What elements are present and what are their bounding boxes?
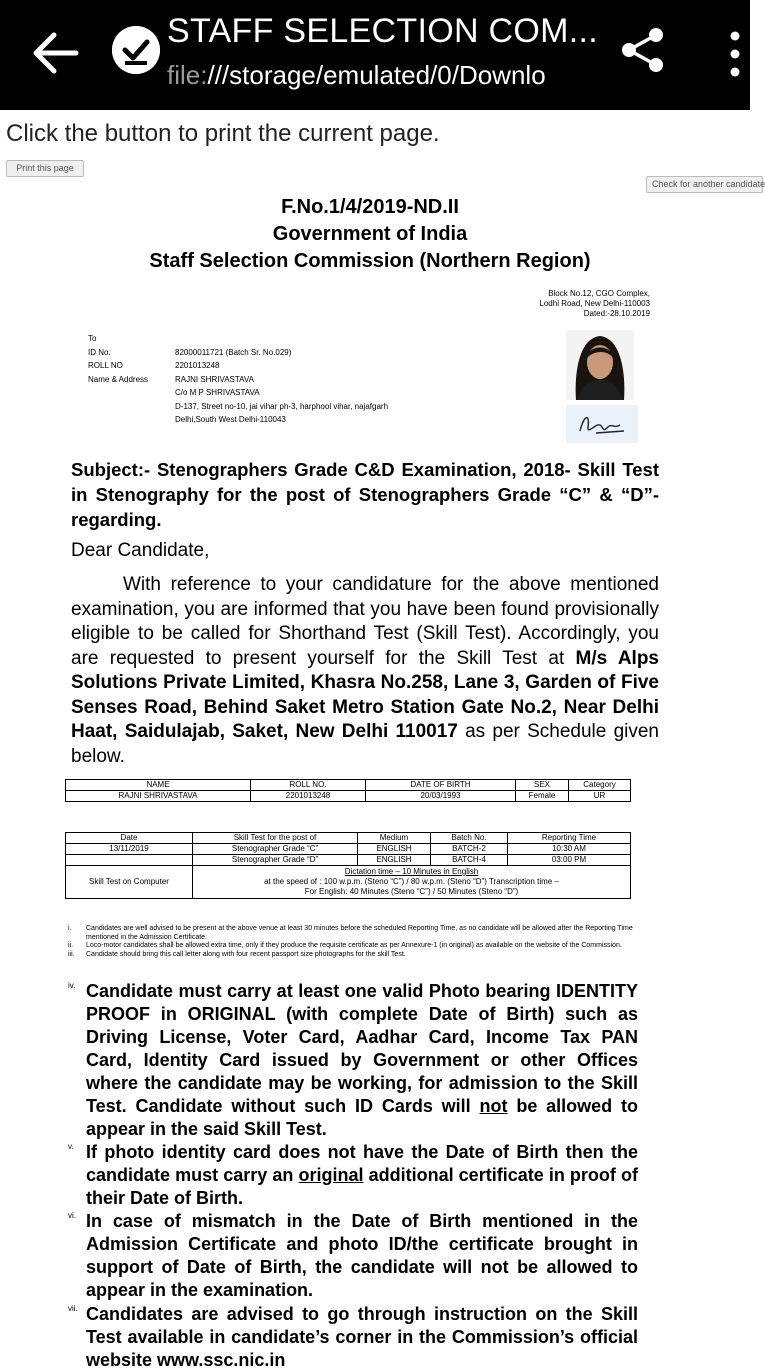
table-row	[66, 844, 631, 855]
dictation-speed: at the speed of : 100 w.p.m. (Steno “C”) / 80 w.p.m. (Steno “D”) Transcription time –	[264, 877, 559, 886]
check-circle-icon	[112, 26, 160, 74]
back-arrow-icon[interactable]	[30, 30, 80, 76]
page-title: STAFF SELECTION COM...	[167, 12, 599, 50]
body-text: as per Schedule given below.	[71, 721, 659, 767]
file-number: F.No.1/4/2019-ND.II	[281, 196, 459, 218]
more-vert-icon[interactable]	[728, 30, 742, 78]
table-header-cell: SEX	[516, 780, 569, 791]
candidate-address-block	[88, 332, 388, 427]
letter-body	[71, 573, 659, 769]
body-text: With reference to your candidature for the above mentioned examination, you are informed that you have been found provisionally eligible to be called for Shorthand Test (Skill Test). Accordingly, you are requested to present yourself for the Skill Test at	[71, 574, 659, 669]
table-cell: Stenographer Grade “C”	[193, 844, 358, 855]
table-cell: Stenographer Grade “D”	[193, 855, 358, 866]
table-cell: 2201013248	[251, 791, 366, 802]
table-header-cell: Category	[569, 780, 631, 791]
list-number: vii.	[68, 1304, 78, 1313]
venue-text: M/s Alps Solutions Private Limited, Khasra No.258, Lane 3, Garden of Five Senses Road, Behind Saket Metro Station Gate No.2, Near Delhi Haat, Saidulajab, Saket, New Delhi 110017	[71, 647, 659, 742]
table-cell: BATCH-4	[431, 855, 508, 866]
table-header-cell: Skill Test for the post of	[193, 833, 358, 844]
transcription-time: For English: 40 Minutes (Steno “C”) / 50 Minutes (Steno “D”)	[304, 887, 519, 896]
commission-heading: Staff Selection Commission (Northern Region)	[149, 250, 591, 272]
government-heading: Government of India	[272, 223, 468, 245]
table-header-cell: Medium	[358, 833, 431, 844]
check-another-candidate-button[interactable]: Check for another candidate	[646, 176, 763, 193]
list-item: ii. Loco-motor candidates shall be allowed extra time, only if they produce the requisite certificate as per Annexure-1 (in original) as available on the website of the Commission.	[68, 942, 622, 950]
table-row	[66, 791, 631, 802]
id-value: 82000011721 (Batch Sr. No.029)	[175, 347, 292, 357]
print-page-button[interactable]: Print this page	[6, 160, 84, 177]
table-header-row	[66, 833, 631, 844]
table-header-cell: Batch No.	[431, 833, 508, 844]
table-header-row	[66, 780, 631, 791]
candidate-details-table	[65, 779, 631, 802]
table-header-cell: DATE OF BIRTH	[366, 780, 516, 791]
table-cell: ENGLISH	[358, 855, 431, 866]
share-icon[interactable]	[620, 26, 666, 74]
url-scheme: file:	[167, 60, 208, 90]
list-number: iv.	[68, 981, 76, 990]
address-line: C/o M P SHRIVASTAVA	[175, 388, 260, 397]
table-cell: RAJNI SHRIVASTAVA	[66, 791, 251, 802]
list-item: vii. Candidates are advised to go through instruction on the Skill Test available in candidate’s corner in the Commission’s official website www.ssc.nic.in	[68, 1304, 638, 1370]
office-address-line: Block No.12, CGO Complex,	[548, 289, 650, 298]
name-value: RAJNI SHRIVASTAVA	[175, 374, 254, 384]
list-item: i. Candidates are well advised to be present at the above venue at least 30 minutes before the scheduled Reporting Time, as no candidate will be allowed after the Reporting Time mentioned in the Admission Certificate.	[68, 925, 633, 941]
roll-value: 2201013248	[175, 361, 220, 370]
url-path: ///storage/emulated/0/Downlo	[207, 60, 546, 90]
table-cell: 03:00 PM	[508, 855, 631, 866]
table-header-cell: Reporting Time	[508, 833, 631, 844]
roll-label: ROLL NO	[88, 361, 123, 370]
candidate-signature	[566, 405, 638, 443]
table-row	[66, 866, 631, 899]
list-number: v.	[68, 1142, 74, 1151]
candidate-photo	[566, 330, 634, 400]
table-cell: 13/11/2019	[66, 844, 193, 855]
salutation: Dear Candidate,	[71, 540, 210, 561]
app-bar	[0, 0, 750, 110]
table-cell: BATCH-2	[431, 844, 508, 855]
to-label: To	[88, 334, 97, 343]
table-header-cell: Date	[66, 833, 193, 844]
table-row	[66, 855, 631, 866]
list-item: iii. Candidate should bring this call letter along with four recent passport size photographs for the skill Test.	[68, 950, 406, 958]
list-number: vi.	[68, 1211, 76, 1220]
address-line: D-137, Street no-10, jai vihar ph-3, harphool vihar, najafgarh	[175, 401, 389, 411]
address-line: Delhi,South West Delhi-110043	[175, 415, 286, 424]
table-header-cell: NAME	[66, 780, 251, 791]
table-cell	[66, 855, 193, 866]
intro-text: Click the button to print the current page.	[6, 120, 440, 147]
id-label: ID No.	[88, 347, 111, 357]
list-item: iv. Candidate must carry at least one valid Photo bearing IDENTITY PROOF in ORIGINAL (with complete Date of Birth) such as Driving License, Voter Card, Aadhar Card, Income Tax PAN Card, Identity Card issued by Government or other Offices where the candidate may be working, for admission to the Skill Test. Candidate without such ID Cards will not be allowed to appear in the said Skill Test.	[68, 981, 638, 1139]
table-cell: 10:30 AM	[508, 844, 631, 855]
table-cell: 20/03/1993	[366, 791, 516, 802]
letter-date: Dated:-28.10.2019	[583, 309, 650, 318]
list-item: v. If photo identity card does not have the Date of Birth then the candidate must carry an original additional certificate in proof of their Date of Birth.	[68, 1142, 638, 1208]
dictation-title: Dictation time – 10 Minutes in English	[344, 867, 479, 876]
table-header-cell: ROLL NO.	[251, 780, 366, 791]
url-text	[167, 60, 577, 91]
table-cell: Female	[516, 791, 569, 802]
letter-subject: Subject:- Stenographers Grade C&D Examination, 2018- Skill Test in Stenography for the post of Stenographers Grade “C” & “D”- regarding.	[71, 459, 659, 530]
table-cell: ENGLISH	[358, 844, 431, 855]
office-address-line: Lodhi Road, New Delhi-110003	[539, 299, 650, 308]
table-cell: UR	[569, 791, 631, 802]
dictation-details	[193, 866, 631, 899]
table-cell: Skill Test on Computer	[66, 866, 193, 899]
list-item: vi. In case of mismatch in the Date of Birth mentioned in the Admission Certificate and photo ID/the certificate brought in support of Date of Birth, the candidate will not be allowed to appear in the examination.	[68, 1211, 638, 1300]
name-label: Name & Address	[88, 374, 149, 384]
schedule-table	[65, 832, 631, 899]
office-address	[480, 289, 650, 319]
instructions-list	[68, 925, 638, 959]
